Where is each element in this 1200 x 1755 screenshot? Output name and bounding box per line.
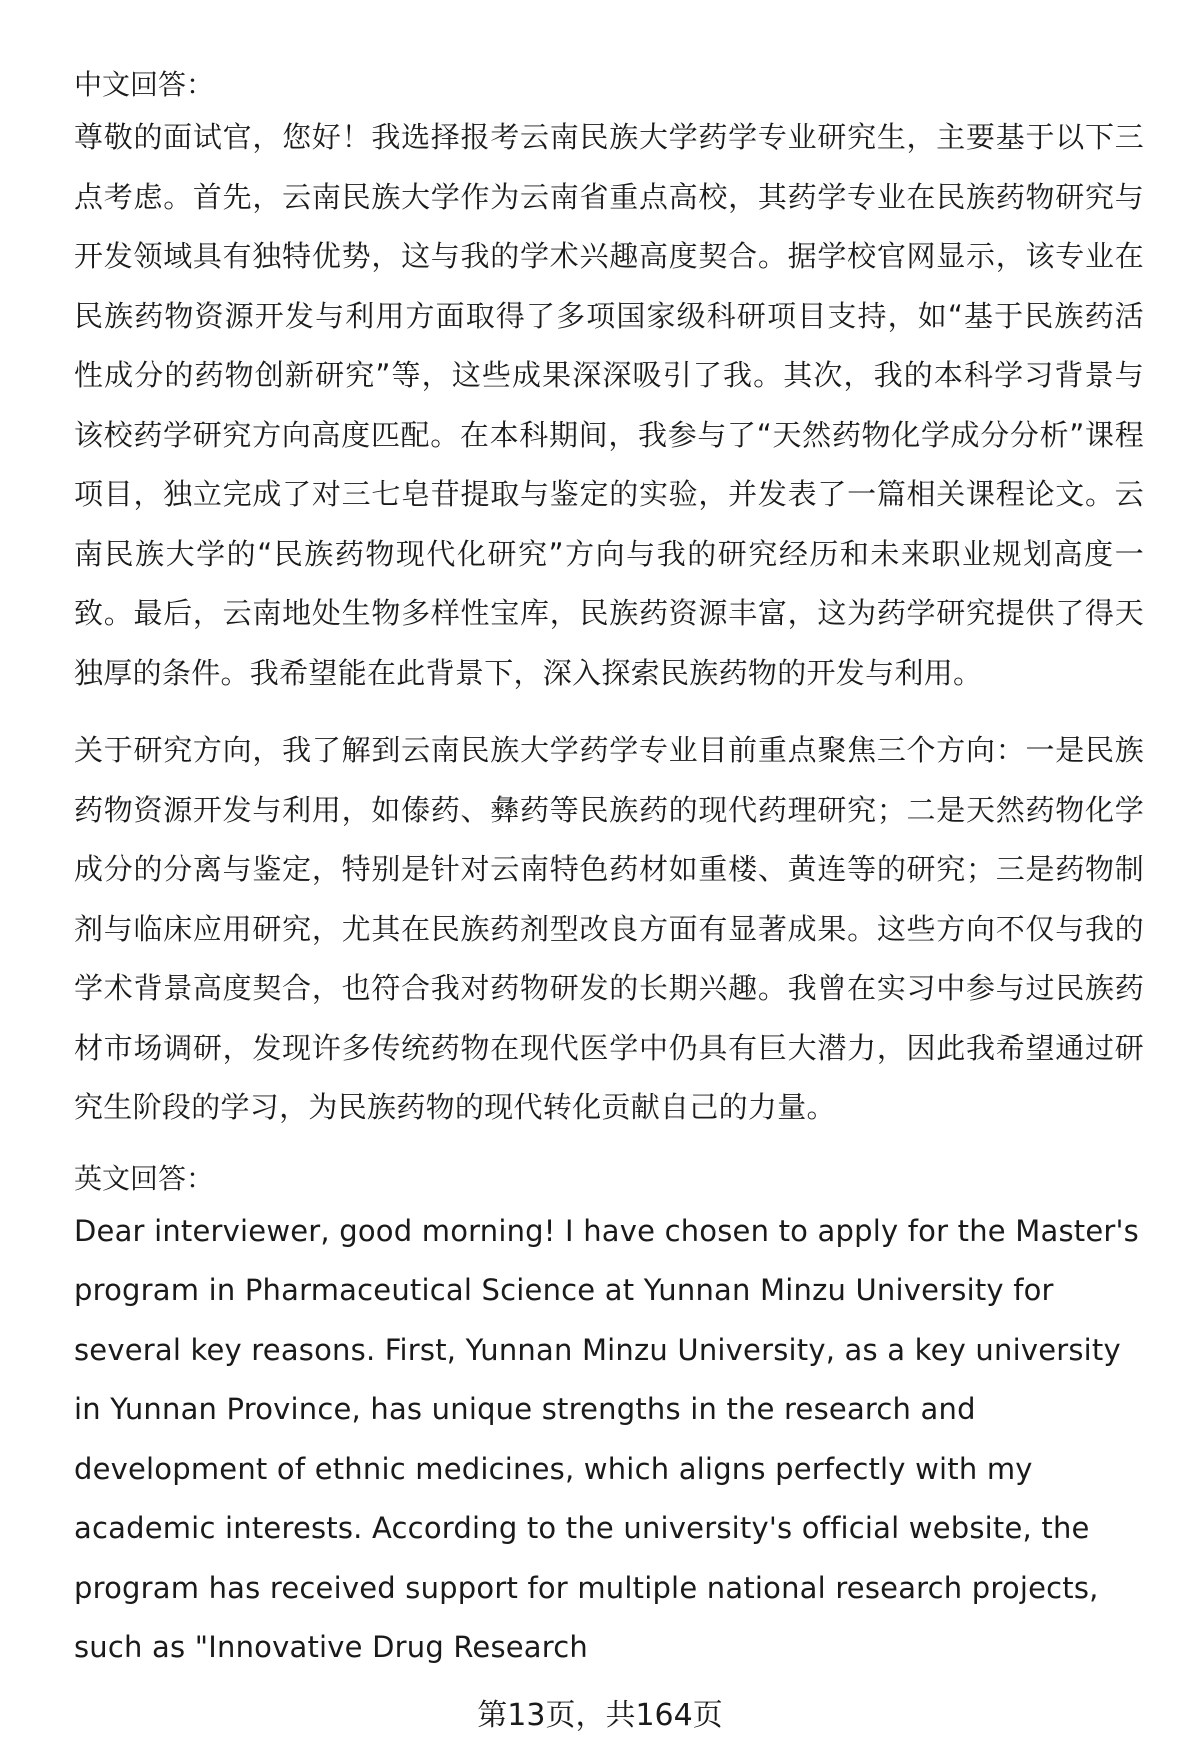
cn-answer-label: 中文回答： [74, 68, 215, 101]
document-body [74, 62, 1144, 1678]
cn-paragraph-2: 关于研究方向，我了解到云南民族大学药学专业目前重点聚焦三个方向：一是民族药物资源开发与利用，如傣药、彝药等民族药的现代药理研究；二是天然药物化学成分的分离与鉴定，特别是针对云南特色药材如重楼、黄连等的研究；三是药物制剂与临床应用研究，尤其在民族药剂型改良方面有显著成果。这些方向不仅与我的学术背景高度契合，也符合我对药物研发的长期兴趣。我曾在实习中参与过民族药材市场调研，发现许多传统药物在现代医学中仍具有巨大潜力，因此我希望通过研究生阶段的学习，为民族药物的现代转化贡献自己的力量。 [74, 733, 1144, 1124]
page-number: 第13页，共164页 [477, 1698, 723, 1733]
cn-paragraph-1: 尊敬的面试官，您好！我选择报考云南民族大学药学专业研究生，主要基于以下三点考虑。首先，云南民族大学作为云南省重点高校，其药学专业在民族药物研究与开发领域具有独特优势，这与我的学术兴趣高度契合。据学校官网显示，该专业在民族药物资源开发与利用方面取得了多项国家级科研项目支持，如“基于民族药活性成分的药物创新研究”等，这些成果深深吸引了我。其次，我的本科学习背景与该校药学研究方向高度匹配。在本科期间，我参与了“天然药物化学成分分析”课程项目，独立完成了对三七皂苷提取与鉴定的实验，并发表了一篇相关课程论文。云南民族大学的“民族药物现代化研究”方向与我的研究经历和未来职业规划高度一致。最后，云南地处生物多样性宝库，民族药资源丰富，这为药学研究提供了得天独厚的条件。我希望能在此背景下，深入探索民族药物的开发与利用。 [74, 120, 1144, 690]
en-paragraph-1: Dear interviewer, good morning! I have chosen to apply for the Master's program in Pharmaceutical Science at Yunnan Minzu University for several key reasons. First, Yunnan Minzu University, as a key university in Yunnan Province, has unique strengths in the research and development of ethnic medicines, which aligns perfectly with my academic interests. According to the university's official website, the program has received support for multiple national research projects, such as "Innovative Drug Research [74, 1213, 1139, 1664]
en-answer-label: 英文回答： [74, 1161, 215, 1195]
